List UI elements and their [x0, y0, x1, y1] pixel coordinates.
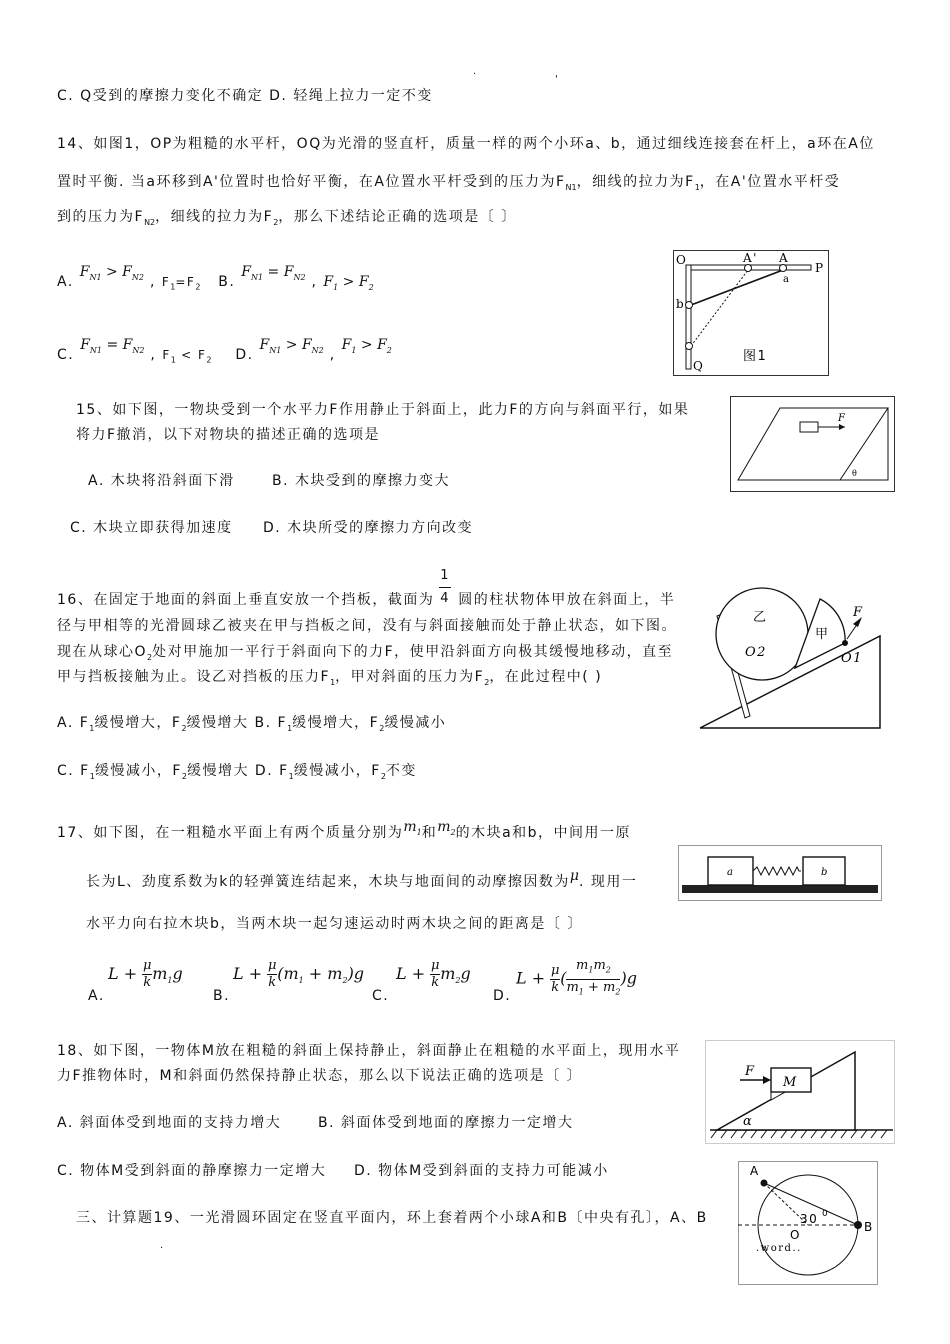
q16-line-1b: 圆的柱状物体甲放在斜面上，半	[458, 592, 676, 608]
q14-line-3c: ，那么下述结论正确的选项是〔 〕	[278, 209, 517, 225]
q18-option-d: D. 物体M受到斜面的支持力可能减小	[354, 1163, 609, 1179]
figure-q15	[730, 396, 895, 492]
fig17-label-b: b	[821, 867, 829, 878]
fig19-angle: 30	[800, 1212, 819, 1226]
q15-option-d: D. 木块所受的摩擦力方向改变	[263, 520, 474, 536]
q17-option-c-label: C.	[372, 988, 390, 1004]
q14-option-c-label: C.	[57, 347, 75, 363]
fig18-label-m: M	[783, 1075, 798, 1090]
fig16-label-o1: O1	[841, 651, 863, 666]
q14-line-2c: ，在A'位置水平杆受	[699, 174, 841, 190]
figure-q19	[738, 1161, 878, 1285]
fig1-caption: 图1	[743, 349, 768, 364]
figure-q18	[705, 1040, 895, 1144]
q16-opt-text: 缓慢增大，F	[94, 715, 182, 731]
q14-option-a-label: A.	[57, 274, 74, 290]
stray-dot: '	[555, 74, 560, 85]
figure-q17	[678, 845, 882, 901]
q14-option-d-label: D.	[235, 347, 254, 363]
fig19-degree: 0	[822, 1209, 830, 1219]
q17-line-2b: . 现用一	[579, 874, 638, 890]
q17-option-d-label: D.	[493, 988, 512, 1004]
q17-line-2: 长为L、劲度系数为k的轻弹簧连结起来，木块与地面间的动摩擦因数为μ. 现用一	[86, 868, 638, 890]
q16-opt-text: C. F	[57, 763, 90, 779]
fig18-label-f: F	[745, 1064, 756, 1079]
q14-option-b-label: B.	[218, 274, 236, 290]
fig15-label-theta: θ	[852, 469, 859, 478]
q16-line-3: 现在从球心$O_2$处对甲施加一平行于斜面向下的力F，使甲沿斜面方向极其缓慢地移动，直至	[57, 644, 674, 662]
q16-opt-text: 缓慢增大 D. F	[186, 763, 289, 779]
stray-dot: .	[473, 66, 478, 77]
q15-line-1: 15、如下图，一物块受到一个水平力F作用静止于斜面上，此力F的方向与斜面平行，如果	[76, 402, 690, 418]
figure-1	[673, 250, 829, 376]
q16-line-1a: 16、在固定于地面的斜面上垂直安放一个挡板，截面为	[57, 592, 435, 608]
q13-options-cd: C. Q受到的摩擦力变化不确定 D. 轻绳上拉力一定不变	[57, 88, 433, 104]
q16-fraction-den: 4	[440, 591, 451, 606]
q14-option-c: C. $F_{N1} = F_{N2}$ , $F_1 < F_2$ D. $F_{N1} > F_{N2}$ , $F_1 > F_2$	[57, 337, 392, 365]
fig1-label-p: P	[815, 261, 825, 275]
fig19-watermark: .word..	[756, 1243, 802, 1254]
fig1-label-aprime: A'	[743, 251, 758, 265]
fig1-label-a: A	[779, 251, 790, 265]
q17-line-2a: 长为L、劲度系数为k的轻弹簧连结起来，木块与地面间的动摩擦因数为	[86, 874, 570, 890]
fig16-label-f: F	[853, 605, 864, 620]
q16-fraction-num: 1	[440, 568, 451, 583]
q16-opt-text: 不变	[385, 763, 417, 779]
q16-opt-text: 缓慢减小，F	[293, 763, 381, 779]
fig19-label-b: B	[864, 1220, 874, 1234]
q16-opt-text: 缓慢减小，F	[94, 763, 182, 779]
q15-option-c: C. 木块立即获得加速度	[70, 520, 233, 536]
q17-line-1a: 17、如下图，在一粗糙水平面上有两个质量分别为	[57, 825, 404, 841]
q14-line-2b: ，细线的拉力为F	[576, 174, 695, 190]
q16-options-ab: A. $F_1$缓慢增大，$F_2$缓慢增大 B. $F_1$缓慢增大，$F_2$缓慢减小	[57, 715, 447, 733]
q18-option-b: B. 斜面体受到地面的摩擦力一定增大	[318, 1115, 574, 1131]
q14-line-2: 置时平衡. 当a环移到A'位置时也恰好平衡，在A位置水平杆受到的压力为$F_{N1}$，细线的拉力为$F_1$，在A'位置水平杆受	[57, 174, 841, 192]
q16-line-1	[57, 568, 676, 610]
fig19-label-a: A	[750, 1164, 760, 1178]
q18-option-c: C. 物体M受到斜面的静摩擦力一定增大	[57, 1163, 327, 1179]
fig1-label-ring-a: a	[783, 274, 791, 285]
fig16-label-o2: O2	[745, 645, 767, 660]
q14-line-3: 到的压力为$F_{N2}$，细线的拉力为$F_2$，那么下述结论正确的选项是〔 〕	[57, 209, 517, 227]
q19-line-1: 三、计算题19、一光滑圆环固定在竖直平面内，环上套着两个小球A和B〔中央有孔〕，A、B	[76, 1210, 708, 1226]
q18-line-1: 18、如下图，一物体M放在粗糙的斜面上保持静止，斜面静止在粗糙的水平面上，现用水平	[57, 1043, 681, 1059]
q16-line-4c: ，在此过程中( )	[489, 669, 603, 685]
q16-line-4: 甲与挡板接触为止。设乙对挡板的压力$F_1$，甲对斜面的压力为$F_2$，在此过程中( )	[57, 669, 603, 687]
q16-options-cd: C. $F_1$缓慢减小，$F_2$缓慢增大 D. $F_1$缓慢减小，$F_2$不变	[57, 763, 417, 781]
q14-line-1: 14、如图1，OP为粗糙的水平杆，OQ为光滑的竖直杆，质量一样的两个小环a、b，通过细线连接套在杆上，a环在A位	[57, 136, 875, 152]
fig1-label-q: Q	[693, 359, 705, 373]
q15-line-2: 将力F撤消，以下对物块的描述正确的选项是	[76, 427, 381, 443]
q16-opt-text: A. F	[57, 715, 90, 731]
q16-line-4a: 甲与挡板接触为止。设乙对挡板的压力F	[57, 669, 331, 685]
q16-fraction	[440, 568, 452, 610]
fig1-label-o: O	[676, 253, 688, 267]
fig1-label-b: b	[676, 297, 686, 311]
fig19-label-o: O	[790, 1228, 801, 1242]
q16-line-4b: ，甲对斜面的压力为F	[335, 669, 485, 685]
q17-line-1: 17、如下图，在一粗糙水平面上有两个质量分别为$m_1$和$m_2$的木块a和b，中间用一原	[57, 819, 632, 841]
q15-option-a: A. 木块将沿斜面下滑	[88, 473, 235, 489]
q16-opt-text: 缓慢增大，F	[292, 715, 380, 731]
fig15-label-f: F	[838, 413, 847, 424]
fig17-label-a: a	[727, 867, 735, 878]
fig18-label-alpha: α	[743, 1114, 754, 1129]
q17-option-a-label: A.	[88, 988, 105, 1004]
q14-line-3-text: 到的压力为F	[57, 209, 145, 225]
q18-line-2: 力F推物体时，M和斜面仍然保持静止状态，那么以下说法正确的选项是〔 〕	[57, 1068, 583, 1084]
q17-line-3: 水平力向右拉木块b，当两木块一起匀速运动时两木块之间的距离是〔 〕	[86, 916, 583, 932]
q18-option-a: A. 斜面体受到地面的支持力增大	[57, 1115, 282, 1131]
q14-option-a: A. $F_{N1} > F_{N2}$ , $F_1=F_2$ B. $F_{N1} = F_{N2}$ , $F_1 > F_2$	[57, 264, 374, 292]
q17-option-b-label: B.	[213, 988, 231, 1004]
q15-option-b: B. 木块受到的摩擦力变大	[272, 473, 451, 489]
stray-dot: .	[160, 1240, 165, 1251]
q14-line-2-text: 置时平衡. 当a环移到A'位置时也恰好平衡，在A位置水平杆受到的压力为F	[57, 174, 566, 190]
q16-line-2: 径与甲相等的光滑圆球乙被夹在甲与挡板之间，没有与斜面接触而处于静止状态，如下图。	[57, 618, 677, 634]
fig16-label-jia: 甲	[815, 627, 830, 642]
q17-line-1b: 和	[421, 825, 438, 841]
q14-line-3b: ，细线的拉力为F	[155, 209, 274, 225]
q16-opt-text: 缓慢增大 B. F	[186, 715, 288, 731]
q16-line-3b: 处对甲施加一平行于斜面向下的力F，使甲沿斜面方向极其缓慢地移动，直至	[152, 644, 674, 660]
figure-q16	[695, 576, 895, 736]
fig16-label-yi: 乙	[753, 610, 768, 625]
q16-line-3a: 现在从球心O	[57, 644, 148, 660]
q17-line-1c: 的木块a和b，中间用一原	[455, 825, 632, 841]
q16-opt-text: 缓慢减小	[384, 715, 447, 731]
